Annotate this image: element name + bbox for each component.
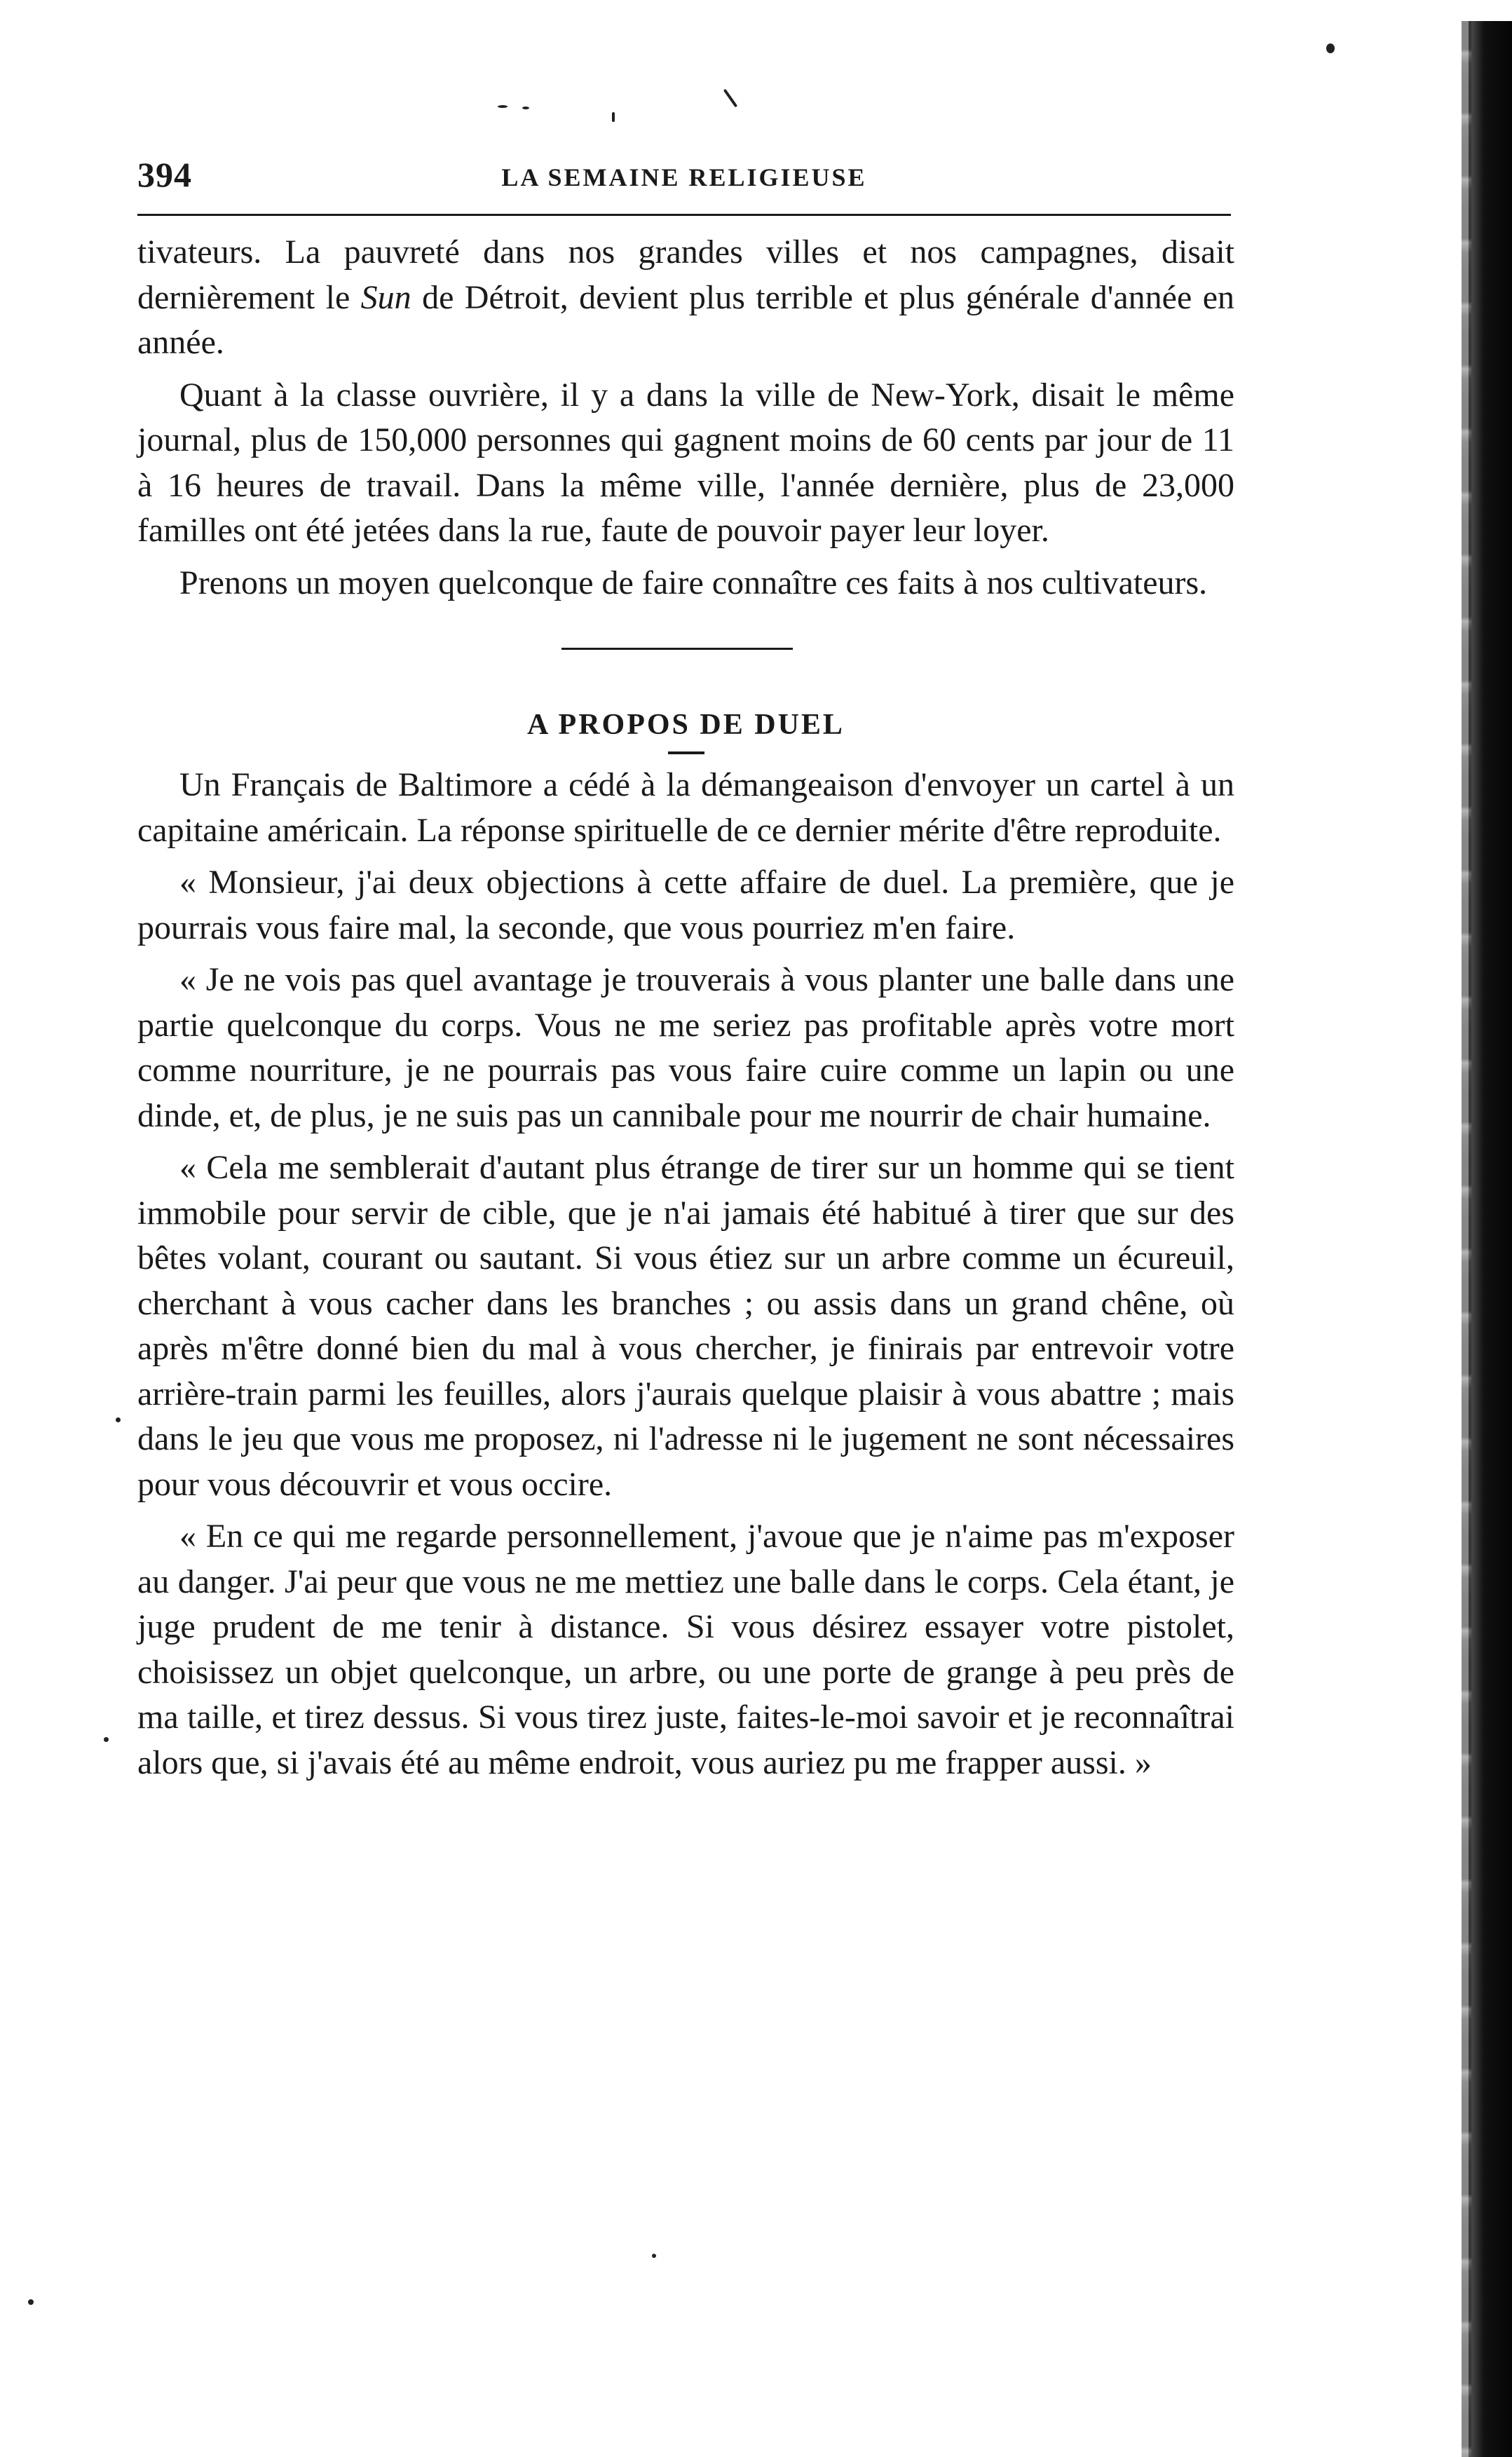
section-title: A PROPOS DE DUEL — [527, 709, 845, 741]
article-paragraph: Prenons un moyen quelconque de faire connaître ces faits à nos cultivateurs. — [179, 564, 1208, 601]
article-paragraph: Un Français de Baltimore a cédé à la démangeaison d'envoyer un cartel à un capitaine américain. La réponse spirituelle de ce dernier mérite d'être reproduite. — [137, 766, 1234, 849]
article-paragraph: Quant à la classe ouvrière, il y a dans la ville de New-York, disait le même journal, plus de 150,000 personnes qui gagnent moins de 60 cents par jour de 11 à 16 heures de travail. Dans la même ville, l'année dernière, plus de 23,000 familles ont été jetées dans la rue, faute de pouvoir payer leur loyer. — [137, 376, 1234, 549]
newspaper-name: Sun — [360, 278, 411, 316]
paragraph-text-start: tivateurs. La pauvreté dans nos grandes villes et nos campagnes, disait dernièrement le — [137, 233, 1234, 316]
section-divider-rule — [561, 648, 793, 650]
article-paragraph: « Je ne vois pas quel avantage je trouverais à vous planter une balle dans une partie quelconque du corps. Vous ne me seriez pas profitable après votre mort comme nourriture, je ne pourrais pas vous faire cuire comme un lapin ou une dinde, et, de plus, je ne suis pas un cannibale pour me nourrir de chair humaine. — [137, 961, 1234, 1134]
page-body — [137, 230, 1234, 1785]
page-header — [137, 147, 1231, 203]
scan-page-edge — [1469, 21, 1512, 2457]
article-paragraph: « Monsieur, j'ai deux objections à cette affaire de duel. La première, que je pourrais vous faire mal, la seconde, que vous pourriez m'en faire. — [137, 864, 1234, 946]
article-paragraph: « Cela me semblerait d'autant plus étrange de tirer sur un homme qui se tient immobile pour servir de cible, que je n'ai jamais été habitué à tirer que sur des bêtes volant, courant ou sautant. Si vous étiez sur un arbre comme un écureuil, cherchant à vous cacher dans les branches ; ou assis dans un grand chêne, où après m'être donné bien du mal à vous chercher, je finirais par entrevoir votre arrière-train parmi les feuilles, alors j'aurais quelque plaisir à vous abattre ; mais dans le jeu que vous me proposez, ni l'adresse ni le jugement ne sont nécessaires pour vous découvrir et vous occire. — [137, 1149, 1234, 1503]
header-rule — [137, 214, 1231, 216]
paragraph-text-end: de Détroit, devient plus terrible et plus générale d'année en année. — [137, 278, 1234, 361]
section-separator — [137, 606, 1234, 704]
title-underline — [668, 751, 704, 754]
article-paragraph — [137, 230, 1234, 366]
page-number: 394 — [137, 155, 192, 194]
running-title: LA SEMAINE RELIGIEUSE — [501, 163, 867, 191]
article-paragraph: « En ce qui me regarde personnellement, j'avoue que je n'aime pas m'exposer au danger. J'ai peur que vous ne me mettiez une balle dans le corps. Cela étant, je juge prudent de me tenir à distance. Si vous désirez essayer votre pistolet, choisissez un objet quelconque, un arbre, ou une porte de grange à peu près de ma taille, et tirez dessus. Si vous tirez juste, faites-le-moi savoir et je reconnaîtrai alors que, si j'avais été au même endroit, vous auriez pu me frapper aussi. » — [137, 1518, 1234, 1781]
